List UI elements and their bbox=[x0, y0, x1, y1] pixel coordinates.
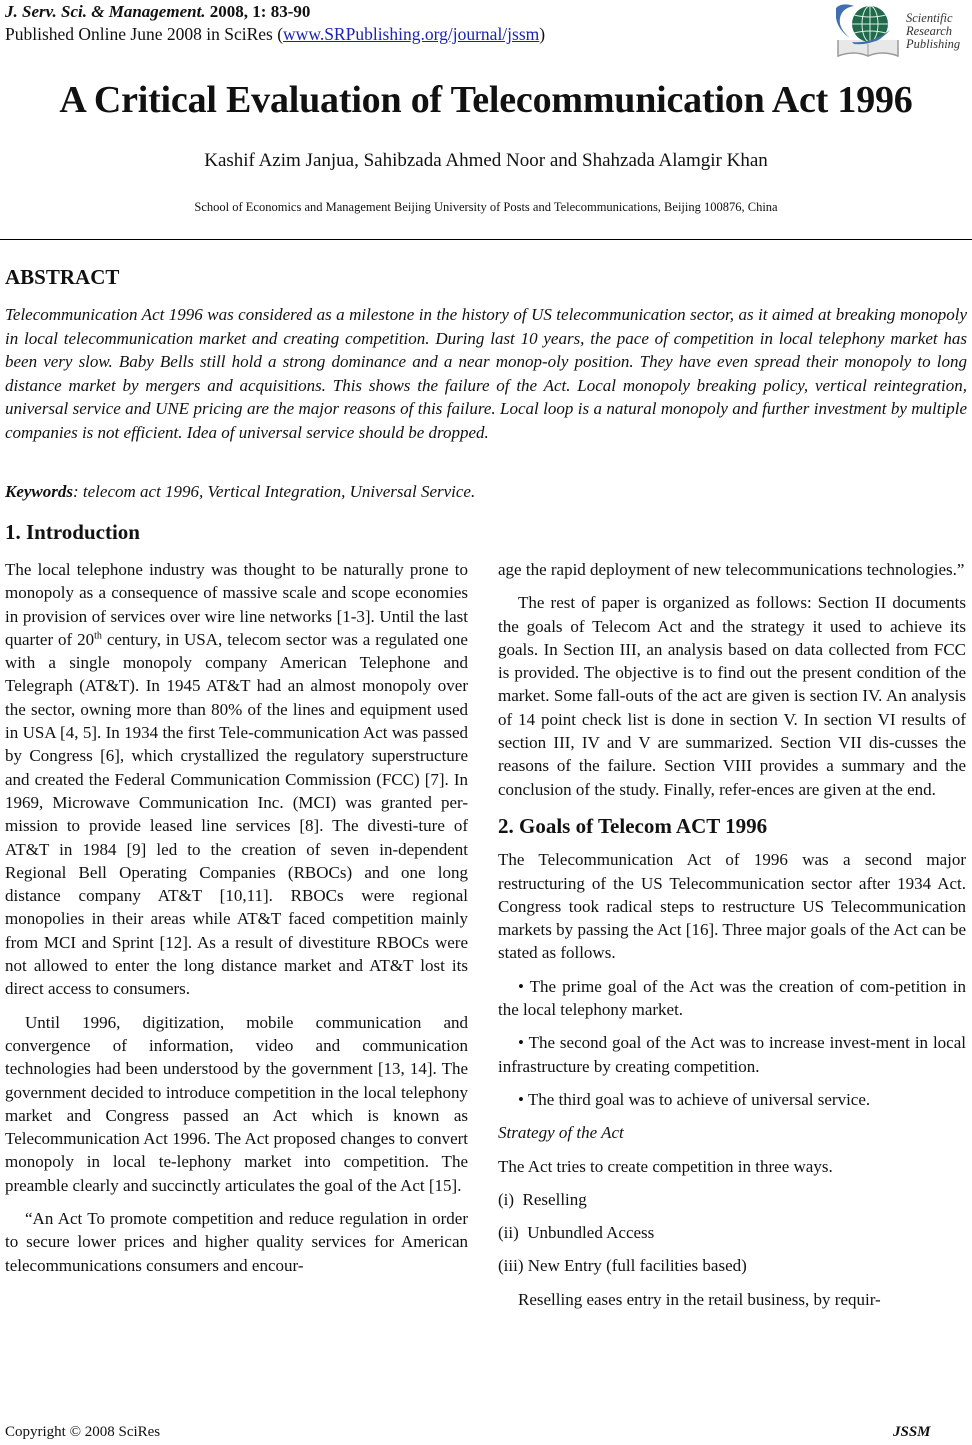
list-item: (iii) New Entry (full facilities based) bbox=[498, 1256, 747, 1276]
bullet-text: The second goal of the Act was to increase invest-ment in local infrastructure by creating competition. bbox=[498, 1033, 966, 1076]
paragraph-text: century, in USA, telecom sector was a regulated one with a single monopoly company American Telephone and Telegraph (AT&T). In 1945 AT&T had an almost monopoly over the sector, owning more than 80% of the lines and equipment used in USA [4, 5]. In 1934 the first Tele-communication Act was passed by Congress [6], which crystallized the regulatory superstructure and created the Federal Communication Commission (FCC) [7]. In 1969, Microwave Communication Inc. (MCI) was granted per-mission to provide leased line services [8]. The divesti-ture of AT&T in 1984 [9] led to the creation of seven in-dependent Regional Bell Operating Companies (RBOCs) and one long distance company AT&T [10,11]. RBOCs were regional monopolies in their areas while AT&T faced competition mainly from MCI and Sprint [12]. As a result of divestiture RBOCs were not allowed to enter the long distance market and AT&T lost its direct access to consumers. bbox=[5, 629, 468, 999]
paragraph: The rest of paper is organized as follows: Section II documents the goals of Telecom Act and the strategy it used to achieve its goals. In Section III, an analysis based on data collected from FCC is provided. The objective is to find out the present condition of the market. Some fall-outs of the act are given is section IV. An analysis of 14 point check list is done in section V. In section VI results of section III, IV and V are summarized. Section VII dis-cusses the reasons of the failure. Section VIII provides a summary and the conclusion of the study. Finally, refer-ences are given at the end. bbox=[498, 593, 966, 799]
publisher-name bbox=[906, 12, 960, 51]
publisher-name-line: Scientific bbox=[906, 11, 953, 25]
globe-book-icon bbox=[832, 0, 904, 62]
paragraph bbox=[5, 558, 468, 1001]
paper-title: A Critical Evaluation of Telecommunication Act 1996 bbox=[59, 79, 913, 121]
quote-paragraph: “An Act To promote competition and reduce regulation in order to secure lower prices and higher quality services for American telecommunications consumers and encour- bbox=[5, 1209, 468, 1275]
section-heading-introduction: 1. Introduction bbox=[5, 520, 140, 544]
bullet-item bbox=[498, 975, 966, 1022]
bullet-icon: • bbox=[518, 1089, 524, 1109]
bullet-icon: • bbox=[518, 976, 524, 996]
published-prefix: Published Online June 2008 in SciRes ( bbox=[5, 24, 284, 44]
keywords bbox=[5, 482, 475, 502]
journal-link[interactable]: www.SRPublishing.org/journal/jssm bbox=[283, 24, 540, 44]
bullet-icon: • bbox=[518, 1033, 524, 1053]
keywords-label: Keywords bbox=[5, 482, 73, 501]
journal-name: J. Serv. Sci. & Management. bbox=[5, 2, 206, 21]
paragraph: The Telecommunication Act of 1996 was a second major restructuring of the US Telecommunication sector after 1934 Act. Congress took radical steps to restructure US Telecommunication markets by passing the Act [16]. Three major goals of the Act can be stated as follows. bbox=[498, 850, 966, 963]
publisher-logo bbox=[832, 0, 970, 62]
section-heading-goals: 2. Goals of Telecom ACT 1996 bbox=[498, 813, 768, 838]
bullet-text: The prime goal of the Act was the creation of com-petition in the local telephony market. bbox=[498, 976, 966, 1020]
publisher-name-line: Publishing bbox=[906, 37, 961, 51]
right-column bbox=[498, 558, 966, 1321]
journal-abbrev: JSSM bbox=[893, 1424, 931, 1440]
superscript: th bbox=[94, 630, 102, 642]
paragraph: Reselling eases entry in the retail business, by requir- bbox=[518, 1289, 881, 1309]
bullet-item bbox=[498, 1088, 966, 1111]
paragraph-text: The local telephone industry was thought to be naturally prone to monopoly as a consequence of massive scale and scope economies in provision of services over wire line networks [1-3]. Until the last quarter of 20 bbox=[5, 560, 468, 649]
keywords-text: : telecom act 1996, Vertical Integration, Universal Service. bbox=[73, 482, 476, 501]
journal-volume: 2008, 1: 83-90 bbox=[205, 2, 311, 21]
bullet-text: The third goal was to achieve of universal service. bbox=[527, 1089, 871, 1109]
quote-continuation: age the rapid deployment of new telecommunications technologies.” bbox=[498, 560, 965, 579]
authors: Kashif Azim Janjua, Sahibzada Ahmed Noor and Shahzada Alamgir Khan bbox=[204, 150, 768, 171]
abstract-text: Telecommunication Act 1996 was considered as a milestone in the history of US telecommunication sector, as it aimed at breaking monopoly in local telecommunication market and creating competition. During last 10 years, the pace of competition in local telephony market has been very slow. Baby Bells still hold a strong dominance and a near monop-oly position. They have even spread their monopoly to long distance market by mergers and acquisitions. This shows the failure of the Act. Local monopoly breaking policy, vertical reintegration, universal service and UNE pricing are the major reasons of this failure. Local loop is a natural monopoly and further investment by multiple companies is not efficient. Idea of universal service should be dropped. bbox=[5, 305, 967, 442]
paragraph: Until 1996, digitization, mobile communication and convergence of information, video and communication technologies had been understood by the government [13, 14]. The government decided to introduce competition in the local telephony market and Congress passed an Act which is known as Telecommunication Act 1996. The Act proposed changes to convert monopoly in local te-lephony market into competition. The preamble clearly and succinctly articulates the goal of the Act [15]. bbox=[5, 1012, 468, 1195]
subsection-heading-strategy: Strategy of the Act bbox=[498, 1123, 624, 1143]
publication-info bbox=[5, 24, 545, 45]
journal-citation bbox=[5, 2, 310, 22]
copyright: Copyright © 2008 SciRes bbox=[5, 1424, 161, 1440]
published-suffix: ) bbox=[539, 24, 546, 44]
list-item: (i) Reselling bbox=[498, 1189, 587, 1209]
abstract-heading: ABSTRACT bbox=[5, 265, 120, 289]
bullet-item bbox=[498, 1031, 966, 1078]
left-column bbox=[5, 558, 468, 1287]
list-item: (ii) Unbundled Access bbox=[498, 1223, 655, 1243]
paragraph: The Act tries to create competition in three ways. bbox=[498, 1156, 833, 1176]
affiliation: School of Economics and Management Beijing University of Posts and Telecommunications, Beijing 100876, China bbox=[194, 200, 778, 214]
publisher-name-line: Research bbox=[906, 24, 953, 38]
header-divider bbox=[0, 239, 972, 240]
